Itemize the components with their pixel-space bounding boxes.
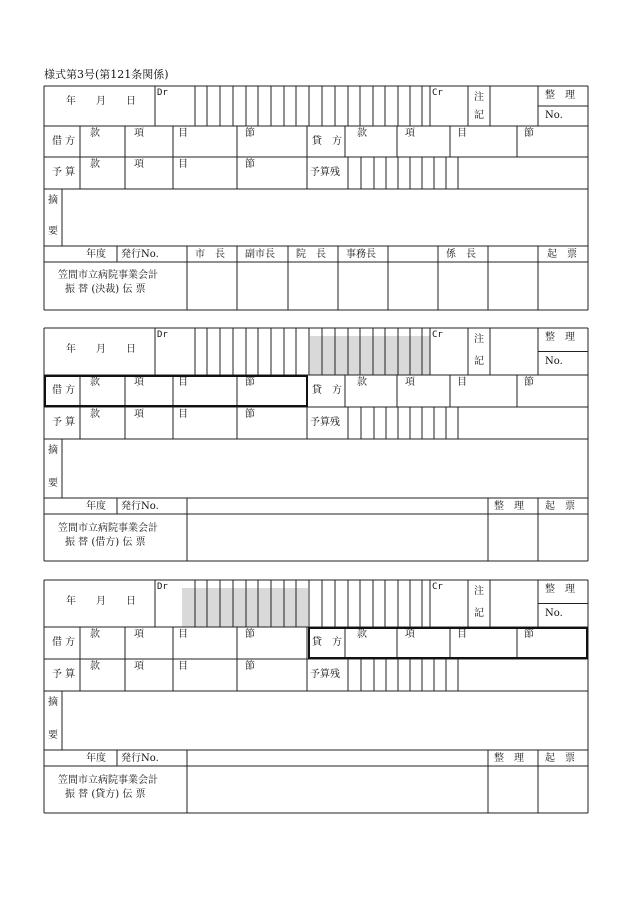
kashi-label: 貸 方 (312, 637, 342, 648)
seiri-col-label: 整 理 (494, 501, 524, 512)
tekiyo-label-1: 摘 (48, 697, 58, 708)
yosan-setsu-label: 節 (245, 159, 255, 170)
yosan-kan-label: 款 (90, 409, 100, 420)
hakko-label: 発行No. (121, 249, 159, 260)
kari-kou-label: 項 (134, 377, 144, 388)
voucher-title-line1: 笠間市立病院事業会計 (58, 775, 158, 786)
approval-label-6: 係 長 (446, 249, 476, 260)
kashi-setsu-label: 節 (524, 128, 534, 139)
yosan-moku-label: 目 (178, 661, 188, 672)
kashi-kan-label: 款 (357, 629, 367, 640)
note-label-1: 注 (474, 92, 484, 103)
date-label: 年 月 日 (66, 344, 136, 355)
hakko-label: 発行No. (121, 501, 159, 512)
kashi-moku-label: 目 (457, 629, 467, 640)
nendo-label: 年度 (86, 249, 106, 260)
yosanzan-label: 予算残 (310, 417, 340, 428)
seiri-col-label: 整 理 (494, 753, 524, 764)
kari-moku-label: 目 (178, 629, 188, 640)
form-number: 様式第3号(第121条関係) (44, 68, 169, 81)
kari-moku-label: 目 (178, 377, 188, 388)
yosan-kou-label: 項 (134, 409, 144, 420)
kari-kou-label: 項 (134, 629, 144, 640)
yosan-label: 予 算 (52, 417, 76, 428)
kashi-moku-label: 目 (457, 128, 467, 139)
voucher-title-line2: 振 替 (借方) 伝 票 (65, 537, 146, 548)
tekiyo-label-1: 摘 (48, 195, 58, 206)
voucher-title-line2: 振 替 (貸方) 伝 票 (65, 789, 146, 800)
date-label: 年 月 日 (66, 596, 136, 607)
approval-label-1: 市 長 (195, 249, 225, 260)
kashi-kan-label: 款 (357, 128, 367, 139)
kihyo-col-label: 起 票 (545, 501, 575, 512)
dr-label: Dr (157, 582, 168, 592)
voucher-title-line1: 笠間市立病院事業会計 (58, 523, 158, 534)
seiri-label: 整 理 (545, 90, 575, 101)
seiri-label: 整 理 (545, 584, 575, 595)
note-label-1: 注 (474, 334, 484, 345)
kari-setsu-label: 節 (245, 128, 255, 139)
no-label: No. (545, 355, 563, 367)
kari-kan-label: 款 (90, 377, 100, 388)
no-label: No. (545, 607, 563, 619)
note-label-2: 記 (474, 607, 484, 619)
tekiyo-label-2: 要 (48, 730, 58, 741)
yosanzan-label: 予算残 (310, 167, 340, 178)
tekiyo-label-2: 要 (48, 226, 58, 237)
voucher-title-line1: 笠間市立病院事業会計 (58, 270, 158, 281)
kashi-kou-label: 項 (405, 377, 415, 388)
nendo-label: 年度 (86, 753, 106, 764)
kashi-kou-label: 項 (405, 629, 415, 640)
kihyo-col-label: 起 票 (545, 753, 575, 764)
kashi-setsu-label: 節 (524, 629, 534, 640)
kashi-moku-label: 目 (457, 377, 467, 388)
dr-label: Dr (157, 330, 168, 340)
date-label: 年 月 日 (66, 96, 136, 107)
kari-kan-label: 款 (90, 128, 100, 139)
kashi-kan-label: 款 (357, 377, 367, 388)
cr-label: Cr (432, 330, 443, 340)
tekiyo-label-1: 摘 (48, 445, 58, 456)
yosan-moku-label: 目 (178, 159, 188, 170)
tekiyo-label-2: 要 (48, 478, 58, 489)
yosan-setsu-label: 節 (245, 409, 255, 420)
yosan-kou-label: 項 (134, 661, 144, 672)
yosanzan-label: 予算残 (310, 669, 340, 680)
kihyo-label: 起 票 (547, 249, 577, 260)
kashi-label: 貸 方 (312, 136, 342, 147)
nendo-label: 年度 (86, 501, 106, 512)
kashi-kou-label: 項 (405, 128, 415, 139)
kari-label: 借 方 (52, 385, 76, 396)
note-label-2: 記 (474, 110, 484, 121)
yosan-kou-label: 項 (134, 159, 144, 170)
note-label-1: 注 (474, 586, 484, 597)
kari-label: 借 方 (52, 637, 76, 648)
yosan-moku-label: 目 (178, 409, 188, 420)
kari-setsu-label: 節 (245, 377, 255, 388)
kari-kou-label: 項 (134, 128, 144, 139)
yosan-setsu-label: 節 (245, 661, 255, 672)
cr-label: Cr (432, 582, 443, 592)
kashi-emphasis-box (309, 628, 587, 658)
seiri-label: 整 理 (545, 332, 575, 343)
kari-setsu-label: 節 (245, 629, 255, 640)
note-label-2: 記 (474, 355, 484, 367)
approval-label-4: 事務長 (346, 249, 376, 260)
yosan-label: 予 算 (52, 167, 76, 178)
kashi-label: 貸 方 (312, 385, 342, 396)
hakko-label: 発行No. (121, 753, 159, 764)
kari-label: 借 方 (52, 136, 76, 147)
approval-label-2: 副市長 (245, 249, 275, 260)
kari-moku-label: 目 (178, 128, 188, 139)
cr-label: Cr (432, 88, 443, 98)
voucher-title-line2: 振 替 (決裁) 伝 票 (65, 284, 146, 295)
dr-label: Dr (157, 88, 168, 98)
yosan-kan-label: 款 (90, 661, 100, 672)
yosan-label: 予 算 (52, 669, 76, 680)
no-label: No. (545, 110, 563, 121)
approval-label-3: 院 長 (296, 249, 326, 260)
kashi-setsu-label: 節 (524, 377, 534, 388)
yosan-kan-label: 款 (90, 159, 100, 170)
kari-kan-label: 款 (90, 629, 100, 640)
dr-shaded-area (182, 588, 308, 627)
